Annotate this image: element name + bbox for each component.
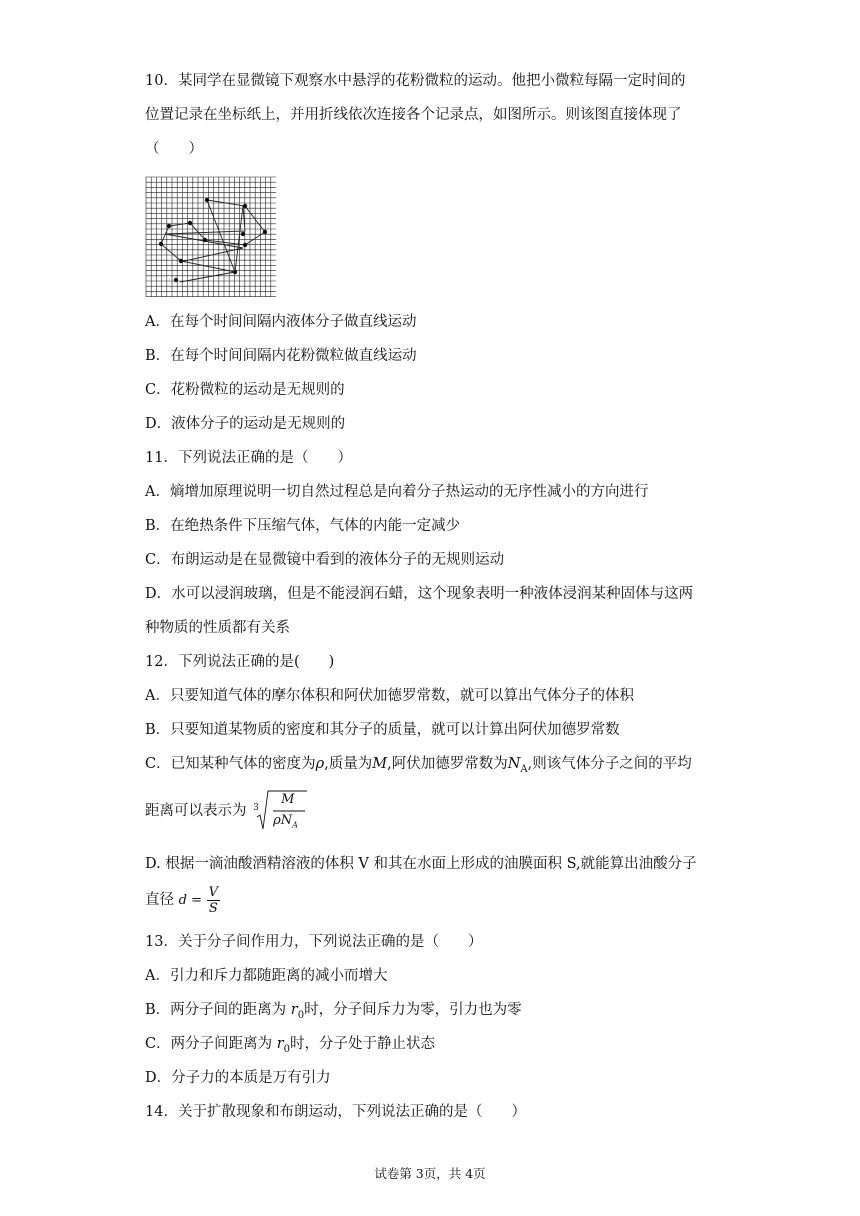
q10-stem-line1: 10．某同学在显微镜下观察水中悬浮的花粉微粒的运动。他把小微粒每隔一定时间的 <box>145 73 686 89</box>
q13-option-c: C．两分子间距离为 $r_0$时，分子处于静止状态 <box>145 1036 436 1055</box>
q10-answer-paren: （ ） <box>145 141 203 157</box>
q12-option-d-line1: D. 根据一滴油酸酒精溶液的体积 V 和其在水面上形成的油膜面积 S,就能算出油酸分子 <box>145 856 697 872</box>
cube-root-formula: 3 M $\rho N_A$ <box>251 789 307 833</box>
q10-option-c: C．花粉微粒的运动是无规则的 <box>145 382 345 398</box>
brownian-motion-grid-figure <box>145 176 277 298</box>
q13-option-a: A．引力和斥力都随距离的减小而增大 <box>145 968 388 984</box>
page-footer: 试卷第 3页，共 4页 <box>374 1166 486 1181</box>
record-points <box>159 198 267 282</box>
q12-option-d-line2: 直径 d = $\frac{V}{S}$ <box>145 884 218 916</box>
q14-stem: 14．关于扩散现象和布朗运动，下列说法正确的是（ ） <box>145 1104 526 1120</box>
q12-option-a: A．只要知道气体的摩尔体积和阿伏加德罗常数，就可以算出气体分子的体积 <box>145 688 634 704</box>
q11-option-d: D．水可以浸润玻璃，但是不能浸润石蜡，这个现象表明一种液体浸润某种固体与这两 <box>145 586 694 602</box>
q11-option-a: A．熵增加原理说明一切自然过程总是向着分子热运动的无序性减小的方向进行 <box>145 484 649 500</box>
q12-option-c-line2: 距离可以表示为 3 M $\rho N_A$ <box>145 788 307 834</box>
q11-option-c: C．布朗运动是在显微镜中看到的液体分子的无规则运动 <box>145 552 505 568</box>
q12-stem: 12．下列说法正确的是( ) <box>145 654 335 670</box>
q13-stem: 13．关于分子间作用力，下列说法正确的是（ ） <box>145 934 483 950</box>
q11-option-b: B．在绝热条件下压缩气体，气体的内能一定减少 <box>145 518 461 534</box>
q10-option-b: B．在每个时间间隔内花粉微粒做直线运动 <box>145 348 417 364</box>
particle-path-polyline <box>161 200 265 282</box>
q11-option-d-cont: 种物质的性质都有关系 <box>145 620 290 636</box>
q10-option-d: D．液体分子的运动是无规则的 <box>145 416 346 432</box>
q10-stem-line2: 位置记录在坐标纸上，并用折线依次连接各个记录点，如图所示。则该图直接体现了 <box>145 107 682 123</box>
q12-option-b: B．只要知道某物质的密度和其分子的质量，就可以计算出阿伏加德罗常数 <box>145 722 620 738</box>
q13-option-b: B．两分子间的距离为 $r_0$时，分子间斥力为零，引力也为零 <box>145 1002 522 1021</box>
q11-stem: 11．下列说法正确的是（ ） <box>145 450 352 466</box>
q10-option-a: A．在每个时间间隔内液体分子做直线运动 <box>145 314 417 330</box>
q12-option-c: C．已知某种气体的密度为ρ,质量为M,阿伏加德罗常数为$N_A$,则该气体分子之间的平均 <box>145 756 692 775</box>
q13-option-d: D．分子力的本质是万有引力 <box>145 1070 331 1086</box>
d-equals-v-over-s: $\frac{V}{S}$ <box>208 884 218 916</box>
